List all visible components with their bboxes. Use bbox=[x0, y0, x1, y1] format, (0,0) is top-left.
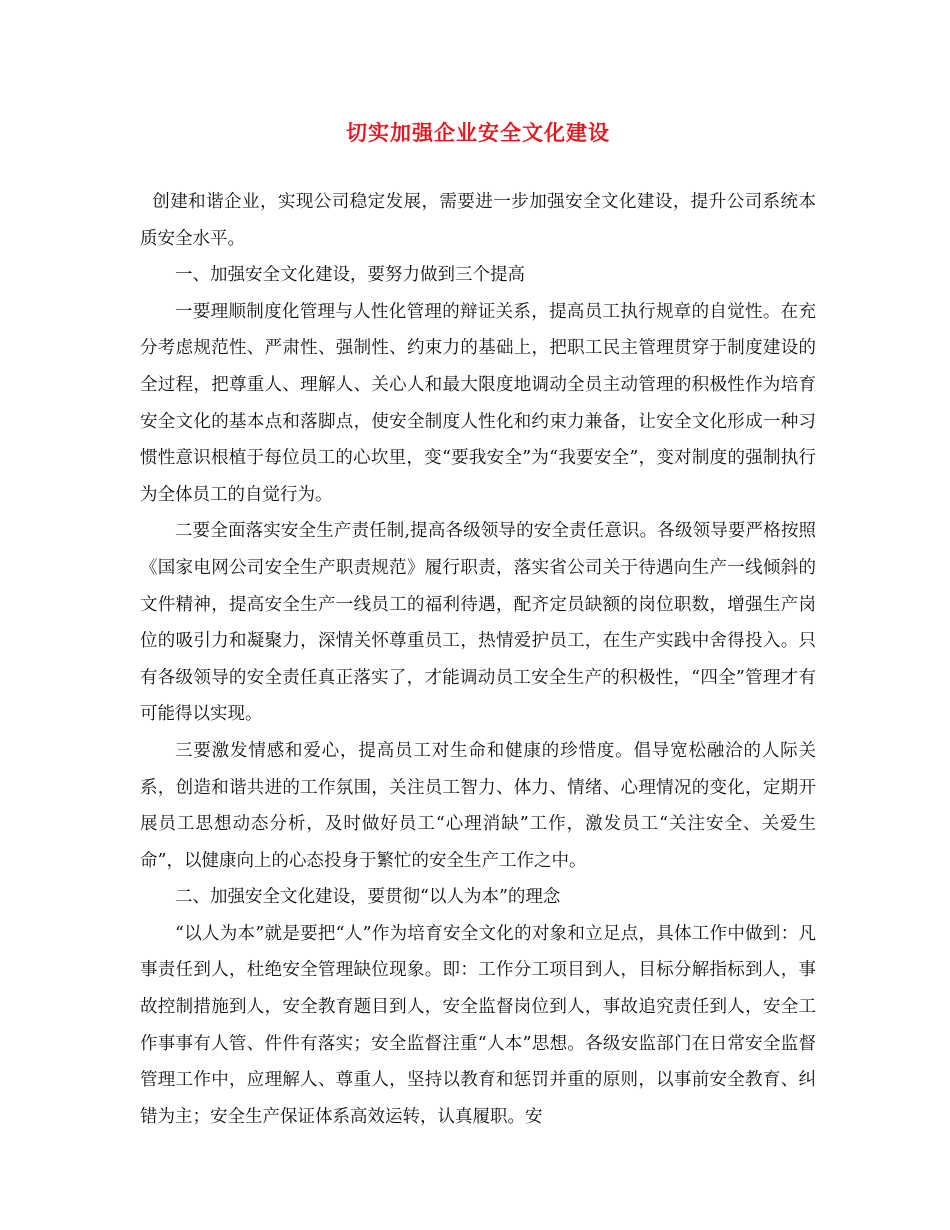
section-heading-2: 二、加强安全文化建设，要贯彻“以人为本”的理念 bbox=[175, 887, 561, 908]
document-title: 切实加强企业安全文化建设 bbox=[346, 120, 610, 145]
body-paragraph: 二要全面落实安全生产责任制,提高各级领导的安全责任意识。各级领导要严格按照《国家电网公司安全生产职责规范》履行职责，落实省公司关于待遇向生产一线倾斜的文件精神，提高安全生产一线员工的福利待遇，配齐定员缺额的岗位职数，增强生产岗位的吸引力和凝聚力，深情关怀尊重员工，热情爱护员工，在生产实践中舍得投入。只有各级领导的安全责任真正落实了，才能调动员工安全生产的积极性，“四全”管理才有可能得以实现。 bbox=[140, 521, 816, 725]
intro-paragraph: 创建和谐企业，实现公司稳定发展，需要进一步加强安全文化建设，提升公司系统本质安全水平。 bbox=[140, 192, 816, 249]
body-paragraph: “以人为本”就是要把“人”作为培育安全文化的对象和立足点，具体工作中做到：凡事责任到人，杜绝安全管理缺位现象。即：工作分工项目到人，目标分解指标到人，事故控制措施到人，安全教育题目到人，安全监督岗位到人，事故追究责任到人，安全工作事事有人管、件件有落实；安全监督注重“人本”思想。各级安监部门在日常安全监督管理工作中，应理解人、尊重人，坚持以教育和惩罚并重的原则，以事前安全教育、纠错为主；安全生产保证体系高效运转，认真履职。安 bbox=[140, 923, 816, 1127]
body-paragraph: 三要激发情感和爱心，提高员工对生命和健康的珍惜度。倡导宽松融洽的人际关系，创造和谐共进的工作氛围，关注员工智力、体力、情绪、心理情况的变化，定期开展员工思想动态分析，及时做好员工“心理消缺”工作，激发员工“关注安全、关爱生命”，以健康向上的心态投身于繁忙的安全生产工作之中。 bbox=[140, 740, 816, 871]
document-page bbox=[140, 118, 816, 1135]
section-heading-1: 一、加强安全文化建设，要努力做到三个提高 bbox=[175, 265, 525, 286]
body-paragraph: 一要理顺制度化管理与人性化管理的辩证关系，提高员工执行规章的自觉性。在充分考虑规范性、严肃性、强制性、约束力的基础上，把职工民主管理贯穿于制度建设的全过程，把尊重人、理解人、关心人和最大限度地调动全员主动管理的积极性作为培育安全文化的基本点和落脚点，使安全制度人性化和约束力兼备，让安全文化形成一种习惯性意识根植于每位员工的心坎里，变“要我安全”为“我要安全”，变对制度的强制执行为全体员工的自觉行为。 bbox=[140, 301, 816, 505]
